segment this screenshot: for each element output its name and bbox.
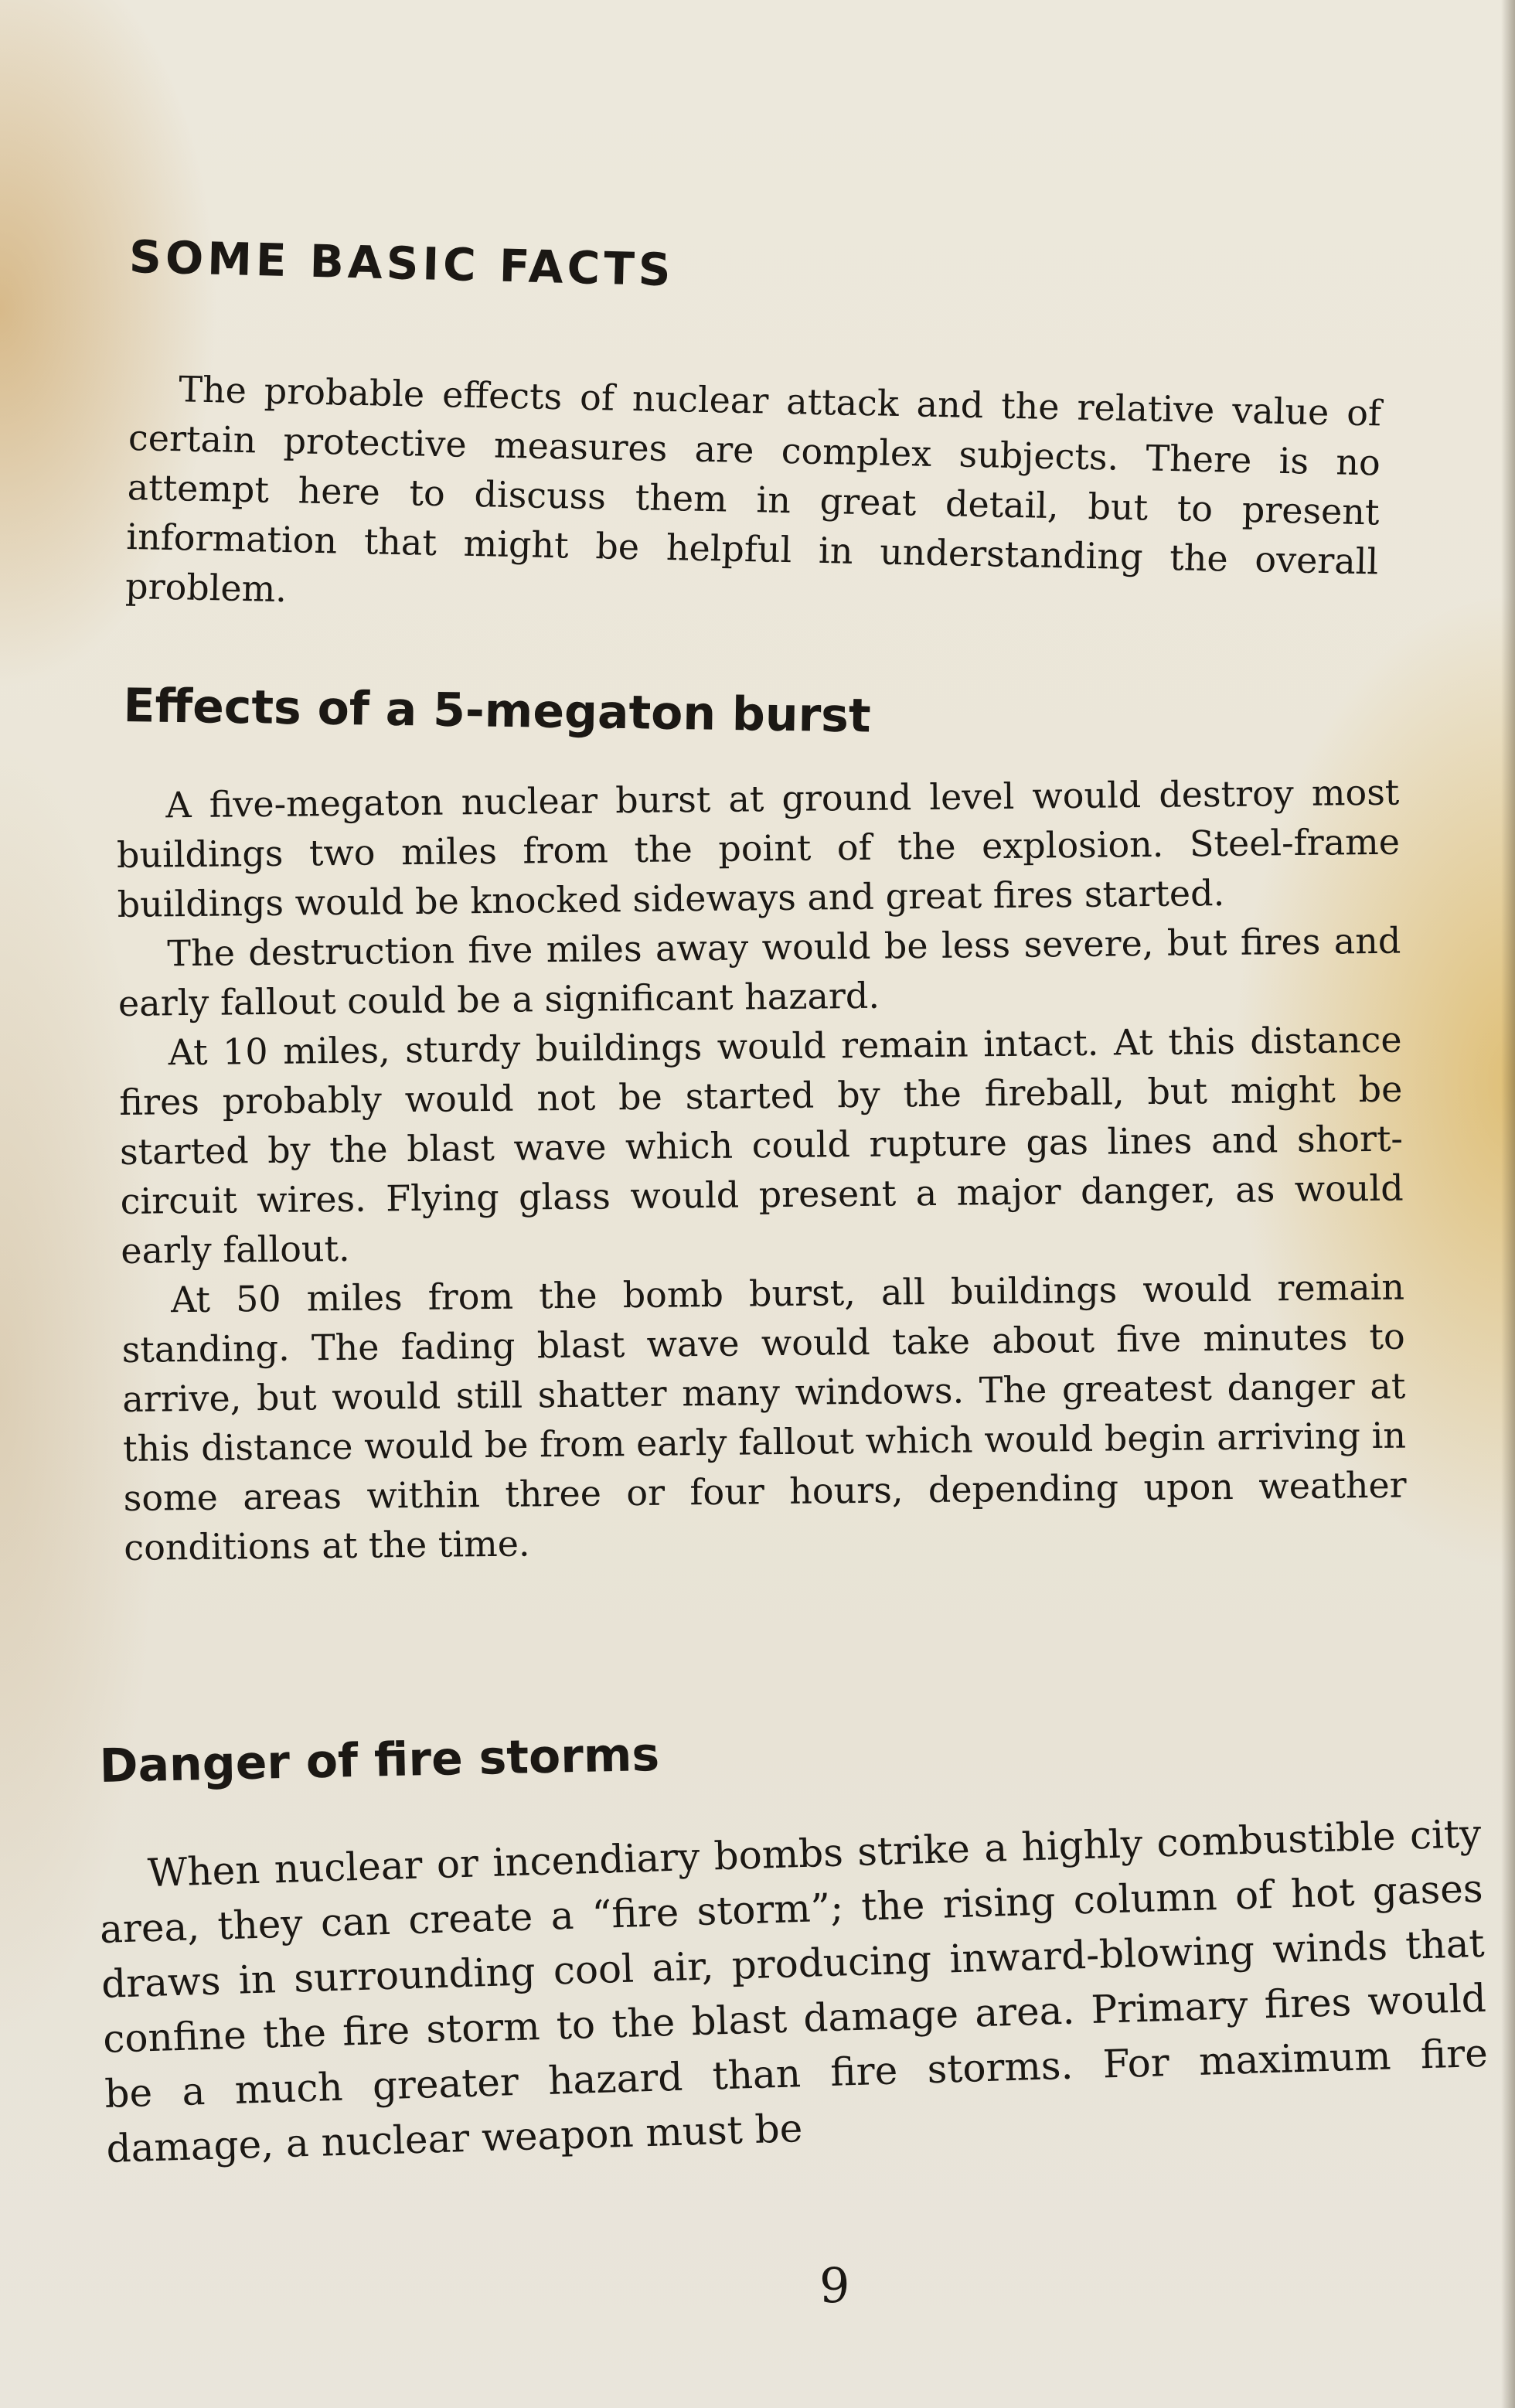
section-1-paragraph: At 10 miles, sturdy buildings would remain intact. At this distance fires probably would not be started by the fireball, but might be started by the blast wave which could rupture gas lines and short-circuit wires. Flying glass would present a major danger, as would early fallout. <box>119 1018 1404 1272</box>
section-1-paragraph: At 50 miles from the bomb burst, all buildings would remain standing. The fading blast wave would take about five minutes to arrive, but would still shatter many windows. The greatest danger at this distance would be from early fallout which would begin arriving in some areas within three or four hours, depending upon weather conditions at the time. <box>121 1265 1407 1568</box>
section-2-paragraph: When nuclear or incendiary bombs strike a highly combustible city area, they can create a “fire storm”; the rising column of hot gases draws in surrounding cool air, producing inward-blowing winds that confine the fire storm to the blast damage area. Primary fires would be a much greater hazard than fire storms. For maximum fire damage, a nuclear weapon must be <box>99 1810 1489 2171</box>
section-1-body <box>116 768 1408 1572</box>
page-number: 9 <box>819 2257 850 2314</box>
page-edge-shadow <box>1501 0 1515 2408</box>
section-2-body <box>97 1807 1490 2177</box>
main-heading: SOME BASIC FACTS <box>128 230 676 297</box>
section-2-title: Danger of fire storms <box>99 1727 660 1793</box>
intro-paragraph-block <box>125 363 1382 635</box>
section-1-paragraph: A five-megaton nuclear burst at ground level would destroy most buildings two miles from the point of the explosion. Steel-frame buildings would be knocked sideways and great fires started. <box>116 771 1401 925</box>
section-1-paragraph: The destruction five miles away would be less severe, but fires and early fallout could be a significant hazard. <box>117 919 1401 1024</box>
section-1-title: Effects of a 5-megaton burst <box>123 679 872 744</box>
intro-paragraph: The probable effects of nuclear attack and the relative value of certain protective measures are complex subjects. There is no attempt here to discuss them in great detail, but to present information that might be helpful in understanding the overall problem. <box>124 368 1382 611</box>
